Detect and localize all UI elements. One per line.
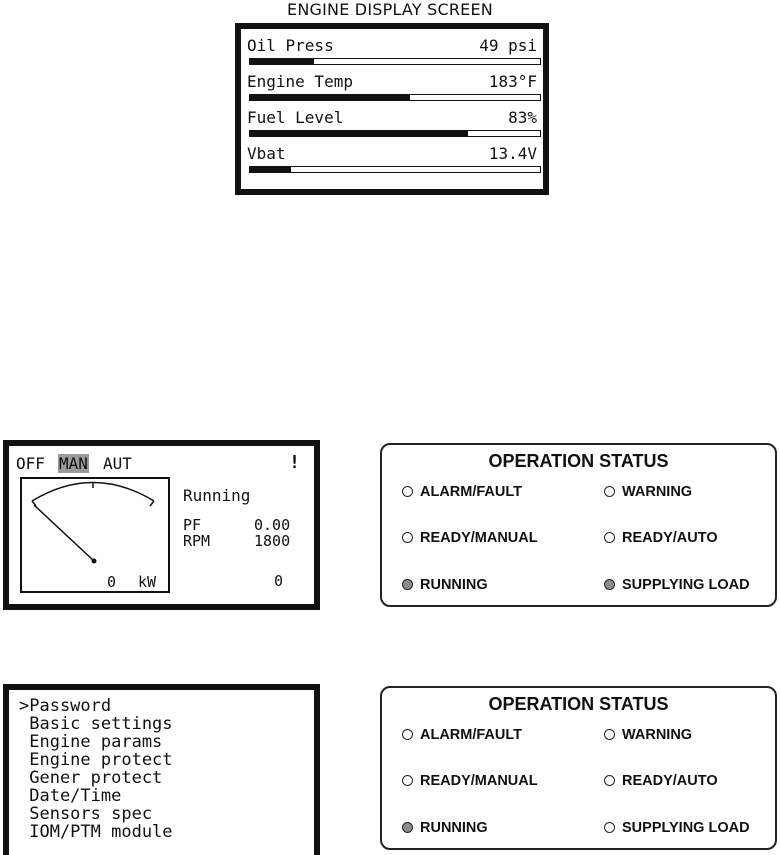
indicator-label: SUPPLYING LOAD: [622, 577, 750, 593]
led-icon: [604, 775, 615, 786]
gauge-bar: [249, 166, 541, 173]
indicator-label: SUPPLYING LOAD: [622, 820, 750, 836]
gauge-bar-fill: [250, 167, 291, 172]
gauge-bar: [249, 94, 541, 101]
kw-meter-tick-right: [150, 501, 154, 506]
led-icon: [402, 486, 413, 497]
pf-label: PF: [183, 516, 202, 534]
indicator-label: READY/AUTO: [622, 530, 718, 546]
mode-off[interactable]: OFF: [16, 454, 45, 473]
menu-item-sensors-spec[interactable]: Sensors spec: [19, 804, 153, 824]
led-icon: [402, 532, 413, 543]
indicator-label: WARNING: [622, 484, 693, 500]
kw-meter-value: 0: [107, 573, 117, 591]
status-panel-title: OPERATION STATUS: [488, 451, 669, 471]
indicator-label: RUNNING: [420, 577, 488, 593]
operation-status-panel-1: [380, 443, 777, 607]
gauge-value: 49 psi: [479, 36, 537, 55]
mode-man[interactable]: MAN: [59, 454, 88, 473]
generator-status: Running: [183, 486, 251, 505]
indicator-label: READY/MANUAL: [420, 530, 538, 546]
led-icon: [604, 822, 615, 833]
led-icon: [604, 532, 615, 543]
gauge-value: 183°F: [488, 72, 537, 91]
engine-display-screen: [241, 29, 543, 189]
generator-display-screen: [9, 446, 314, 604]
gauge-label: Vbat: [247, 144, 286, 163]
gauge-engine-temp: [245, 65, 541, 101]
menu-item-engine-params[interactable]: Engine params: [19, 732, 163, 752]
indicator-label: READY/MANUAL: [420, 773, 538, 789]
menu-item-password[interactable]: >Password: [19, 696, 112, 716]
indicator-label: RUNNING: [420, 820, 488, 836]
gauge-bar-fill: [250, 59, 314, 64]
mode-aut[interactable]: AUT: [103, 454, 132, 473]
menu-display-panel: [3, 684, 320, 855]
gauge-oil-press: [245, 29, 541, 65]
gauge-bar-fill: [250, 131, 468, 136]
operation-status-panel-2: [380, 686, 777, 850]
menu-item-engine-protect[interactable]: Engine protect: [19, 750, 173, 770]
menu-item-iom-ptm-module[interactable]: IOM/PTM module: [19, 822, 173, 842]
gauge-value: 83%: [508, 108, 537, 127]
gauge-fuel-level: [245, 101, 541, 137]
led-icon: [604, 486, 615, 497]
kw-meter-needle-pivot: [92, 559, 97, 564]
gauge-label: Oil Press: [247, 36, 334, 55]
indicator-label: ALARM/FAULT: [420, 727, 523, 743]
indicator-label: READY/AUTO: [622, 773, 718, 789]
led-icon: [402, 579, 413, 590]
gauge-bar-fill: [250, 95, 410, 100]
led-icon: [402, 775, 413, 786]
status-panel-title: OPERATION STATUS: [488, 694, 669, 714]
secondary-value: 0: [274, 572, 284, 590]
gauge-value: 13.4V: [488, 144, 537, 163]
led-icon: [402, 729, 413, 740]
gauge-vbat: [245, 137, 541, 173]
indicator-label: ALARM/FAULT: [420, 484, 523, 500]
menu-display-screen: [9, 690, 314, 855]
rpm-label: RPM: [183, 532, 211, 550]
gauge-label: Fuel Level: [247, 108, 344, 127]
rpm-value: 1800: [254, 532, 291, 550]
menu-item-basic-settings[interactable]: Basic settings: [19, 714, 173, 734]
gauge-bar: [249, 130, 541, 137]
generator-display-panel: [3, 440, 320, 610]
menu-item-date-time[interactable]: Date/Time: [19, 786, 122, 806]
kw-meter-needle: [34, 505, 94, 561]
menu-item-gener-protect[interactable]: Gener protect: [19, 768, 163, 788]
gauge-bar: [249, 58, 541, 65]
engine-display-title: ENGINE DISPLAY SCREEN: [287, 0, 493, 19]
kw-meter: [20, 477, 170, 593]
engine-display-panel: [235, 23, 549, 195]
gauge-label: Engine Temp: [247, 72, 353, 91]
kw-meter-unit: kW: [138, 573, 157, 591]
alert-icon: !: [289, 452, 300, 473]
pf-value: 0.00: [254, 516, 291, 534]
led-icon: [402, 822, 413, 833]
indicator-label: WARNING: [622, 727, 693, 743]
led-icon: [604, 729, 615, 740]
led-icon: [604, 579, 615, 590]
